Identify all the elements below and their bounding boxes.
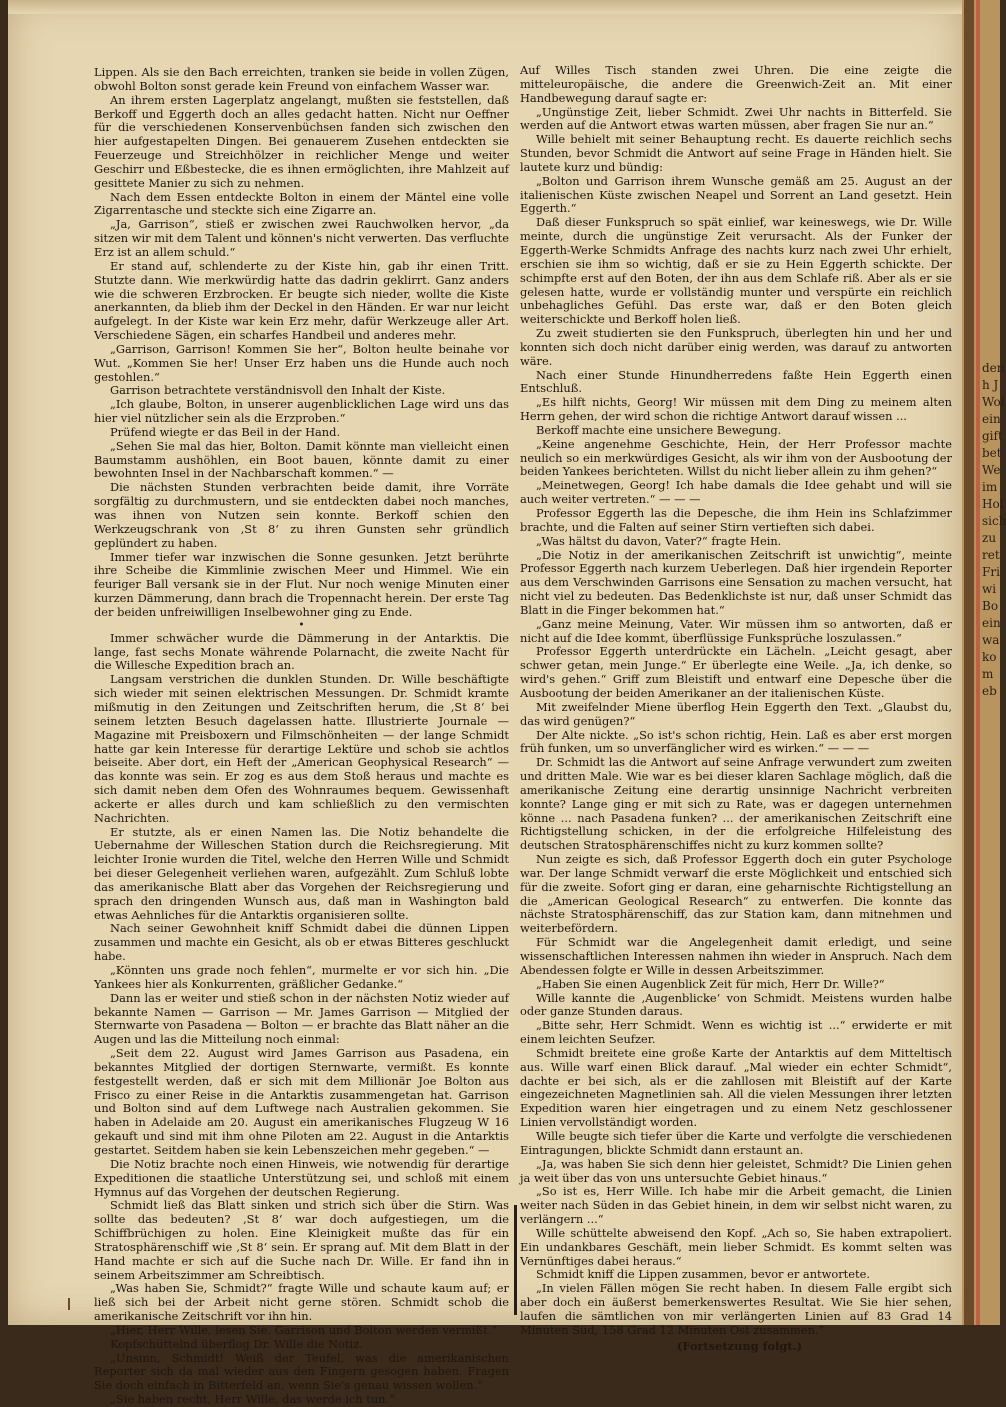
paragraph: „So ist es, Herr Wille. Ich habe mir die Arbeit gemacht, die Linien weiter nach Süden in das Gebiet hinein, in dem wir selbst nicht waren, zu verlängern ...“ — [520, 1184, 952, 1227]
binding-band — [964, 0, 974, 1325]
paragraph: „Garrison, Garrison! Kommen Sie her“, Bolton heulte beinahe vor Wut. „Kommen Sie her! Unser Erz haben uns die Hunde auch noch gestohlen.“ — [94, 341, 509, 384]
text-fragment: Hol — [982, 497, 1004, 511]
paragraph: „Meinetwegen, Georg! Ich habe damals die Idee gehabt und will sie auch weiter vertreten.“ — — — — [520, 478, 952, 507]
text-fragment: den — [982, 361, 1005, 375]
text-fragment: bet — [982, 446, 1002, 460]
text-fragment: sich — [982, 514, 1006, 528]
text-fragment: ein — [982, 412, 1001, 426]
paragraph: Schmidt kniff die Lippen zusammen, bevor er antwortete. — [536, 1267, 870, 1282]
paragraph: Er stutzte, als er einen Namen las. Die Notiz behandelte die Uebernahme der Willeschen Station durch die Reichsregierung. Mit leichter Ironie wurden die Titel, welche den Herren Wille und Schmidt bei dieser Gelegenheit verliehen waren, aufgezählt. Zum Schluß lobte das amerikanische Blatt aber das Vorgehen der Reichsregierung und sprach den dringenden Wunsch aus, daß man in Washington bald etwas Aehnliches für die Antarktis organisieren sollte. — [94, 824, 509, 922]
binding-stripe — [976, 0, 980, 1325]
text-fragment: We — [982, 463, 1001, 477]
paragraph: Der Alte nickte. „So ist's schon richtig, Hein. Laß es aber erst morgen früh funken, um so unverfänglicher wird es wirken.“ — — — — [520, 727, 952, 756]
paragraph: Zu zweit studierten sie den Funkspruch, überlegten hin und her und konnten sich doch nicht darüber einig werden, was darauf zu antworten wäre. — [520, 326, 952, 368]
paragraph: An ihrem ersten Lagerplatz angelangt, mußten sie feststellen, daß Berkoff und Eggerth doch an alles gedacht hatten. Nicht nur Oeffner für die verschiedenen Konservenbüchsen fanden sich zwischen den hier aufgestapelten Dingen. Bei genauerem Zusehen entdeckten sie Feuerzeuge und Streichhölzer in reichlicher Menge und weiter Geschirr und Eßbestecke, die es ihnen ermöglichten, ihre Mahlzeit auf gesittete Manier zu sich zu nehmen. — [94, 92, 509, 190]
paragraph: „Ja, Garrison“, stieß er zwischen zwei Rauchwolken hervor, „da sitzen wir mit dem Talent und können's nicht verwerten. Das verfluchte Erz ist an allem schuld.“ — [94, 217, 509, 259]
paragraph: „Sehen Sie mal das hier, Bolton. Damit könnte man vielleicht einen Baumstamm aushöhlen, ein Boot bauen, könnte damit zu einer bewohnten Insel in der Nachbarschaft kommen.“ — — [94, 438, 509, 481]
paragraph: Er stand auf, schlenderte zu der Kiste hin, gab ihr einen Tritt. Stutzte dann. Wie merkwürdig hatte das dadrin geklirrt. Ganz anders wie die schweren Erzbrocken. Er beugte sich nieder, wollte die Kiste anerkannten, da blieb ihm der Deckel in den Händen. Er war nur leicht aufgelegt. In der Kiste war kein Erz mehr, dafür Werkzeuge aller Art. Verschiedene Sägen, ein scharfes Handbeil und anderes mehr. — [94, 258, 509, 343]
paragraph: Nun zeigte es sich, daß Professor Eggerth doch ein guter Psychologe war. Der lange Schmidt verwarf die erste Möglichkeit und entschied sich für die zweite. Sofort ging er daran, eine geharnischte Richtigstellung an die „American Geological Research“ zu entwerfen. Die konnte das nächste Stratosphärenschiff, das zur Station kam, dann mitnehmen und weiterbefördern. — [520, 852, 952, 936]
page-top-shadow — [8, 0, 962, 14]
text-fragment: im — [982, 480, 998, 494]
paragraph: „Bitte sehr, Herr Schmidt. Wenn es wichtig ist ...“ erwiderte er mit einem leichten Seufzer. — [520, 1018, 952, 1047]
margin-mark — [68, 1298, 70, 1310]
paragraph: Lippen. Als sie den Bach erreichten, tranken sie beide in vollen Zügen, obwohl Bolton sonst gerade kein Freund von einfachem Wasser war. — [94, 65, 509, 93]
text-fragment: ko — [982, 650, 997, 664]
paragraph: Daß dieser Funkspruch so spät einlief, war keineswegs, wie Dr. Wille meinte, durch die ungünstige Zeit verursacht. Als der Funker der Eggerth-Werke Schmidts Anfrage des nachts kurz nach zwei Uhr erhielt, erschien sie ihm so wichtig, daß er sie zu Hein Eggerth schickte. Der schimpfte erst auf den Boten, der ihn aus dem Schlafe riß. Aber als er sie gelesen hatte, wurde er vollständig munter und verspürte ein reichlich unbehagliches Gefühl. Das erste war, daß er den Boten gleich weiterschickte und Berkoff holen ließ. — [520, 215, 952, 327]
continuation-note: (Fortsetzung folgt.) — [676, 1338, 802, 1353]
paragraph: Immer tiefer war inzwischen die Sonne gesunken. Jetzt berührte ihre Scheibe die Kimmlinie zwischen Meer und Himmel. Wie ein feuriger Ball versank sie in der Flut. Nur noch wenige Minuten einer kurzen Dämmerung, dann brach die Tropennacht herein. Der erste Tag der beiden unfreiwilligen Inselbewohner ging zu Ende. — [94, 549, 509, 619]
adjacent-page-edge — [962, 0, 1006, 1325]
text-fragment: Wol — [982, 395, 1005, 409]
paragraph: Wille behielt mit seiner Behauptung recht. Es dauerte reichlich sechs Stunden, bevor Schmidt die Antwort auf seine Frage in Händen hielt. Sie lautete kurz und bündig: — [520, 132, 952, 174]
paragraph: Nach dem Essen entdeckte Bolton in einem der Mäntel eine volle Zigarrentasche und steckte sich eine Zigarre an. — [94, 189, 509, 218]
text-fragment: Bo — [982, 599, 999, 613]
text-fragment: zu — [982, 531, 997, 545]
paragraph: Für Schmidt war die Angelegenheit damit erledigt, und seine wissenschaftlichen Interessen nahmen ihn wieder in Anspruch. Nach dem Abendessen folgte er Wille in dessen Arbeitszimmer. — [520, 935, 952, 977]
text-fragment: m — [982, 667, 994, 681]
paragraph: „Ich glaube, Bolton, in unserer augenblicklichen Lage wird uns das hier viel nützlicher sein als die Erzproben.“ — [94, 397, 509, 426]
text-fragment: ret — [982, 548, 1000, 562]
section-separator: • — [298, 619, 305, 631]
right-column — [520, 64, 952, 1353]
paragraph: Nach einer Stunde Hinundherredens faßte Hein Eggerth einen Entschluß. — [520, 367, 952, 396]
paragraph: „Keine angenehme Geschichte, Hein, der Herr Professor machte neulich so ein merkwürdiges Gesicht, als wir ihm von der Ausbootung der beiden Yankees berichteten. Willst du nicht lieber allein zu ihm gehen?“ — [520, 436, 952, 479]
paragraph: Nach seiner Gewohnheit kniff Schmidt dabei die dünnen Lippen zusammen und machte ein Gesicht, als ob er etwas Bitteres geschluckt habe. — [94, 921, 509, 964]
paragraph: Die nächsten Stunden verbrachten beide damit, ihre Vorräte sorgfältig zu durchmustern, und sie entdeckten dabei noch manches, was ihnen von Nutzen sein konnte. Berkoff schien den Werkzeugschrank von ‚St 8‘ zu ihren Gunsten sehr gründlich geplündert zu haben. — [94, 480, 509, 550]
paragraph: Professor Eggerth las die Depesche, die ihm Hein ins Schlafzimmer brachte, und die Falten auf seiner Stirn vertieften sich dabei. — [520, 506, 952, 534]
paragraph: Prüfend wiegte er das Beil in der Hand. — [110, 424, 341, 439]
paragraph: Professor Eggerth unterdrückte ein Lächeln. „Leicht gesagt, aber schwer getan, mein Junge.“ Er überlegte eine Weile. „Ja, ich denke, so wird's gehen.“ Griff zum Bleistift und entwarf eine Depesche über die Ausbootung der beiden Amerikaner an der italienischen Küste. — [520, 644, 952, 700]
paragraph: Schmidt breitete eine große Karte der Antarktis auf dem Mitteltisch aus. Wille warf einen Blick darauf. „Mal wieder ein echter Schmidt“, dachte er bei sich, als er die zahllosen mit Bleistift auf der Karte eingezeichneten Magnetlinien sah. All die vielen Messungen ihrer letzten Expedition waren hier eingetragen und zu einem Netz geschlossener Linien vervollständigt worden. — [520, 1045, 952, 1130]
newspaper-page — [8, 0, 962, 1407]
paragraph: Berkoff machte eine unsichere Bewegung. — [536, 422, 782, 437]
paragraph: Mit zweifelnder Miene überflog Hein Eggerth den Text. „Glaubst du, das wird genügen?“ — [520, 699, 952, 728]
paragraph: „Unsinn, Schmidt! Weiß der Teufel, was die amerikanischen Reporter sich da mal wieder aus den Fingern gesogen haben. Fragen Sie doch einfach in Bitterfeld an, wenn Sie's genau wissen wollen.“ — [94, 1350, 509, 1393]
paragraph: Wille kannte die ‚Augenblicke‘ von Schmidt. Meistens wurden halbe oder ganze Stunden daraus. — [520, 990, 952, 1019]
paragraph: Langsam verstrichen die dunklen Stunden. Dr. Wille beschäftigte sich wieder mit seinen elektrischen Messungen. Dr. Schmidt kramte mißmutig in den Zeitungen und Zeitschriften herum, die ‚St 8‘ bei seinem letzten Besuch dagelassen hatte. Illustrierte Journale — Magazine mit Preisboxern und Filmschönheiten — der lange Schmidt hatte gar kein Interesse für derartige Lektüre und schob sie achtlos beiseite. Aber dort, ein Heft der „American Geophysical Research“ — das konnte was sein. Er zog es aus dem Stoß heraus und machte es sich damit neben dem Ofen des Wohnraumes bequem. Gewissenhaft ackerte er alles durch und kam schließlich zu den vermischten Nachrichten. — [94, 672, 509, 825]
paragraph: Schmidt ließ das Blatt sinken und strich sich über die Stirn. Was sollte das bedeuten? ‚St 8‘ war doch aufgestiegen, um die Schiffbrüchigen zu holen. Eine Kleinigkeit mußte das für ein Stratosphärenschiff wie ‚St 8‘ sein. Er sprang auf. Mit dem Blatt in der Hand machte er sich auf die Suche nach Dr. Wille. Er fand ihn in seinem Arbeitszimmer am Schreibtisch. — [94, 1198, 509, 1282]
paragraph: „Die Notiz in der amerikanischen Zeitschrift ist unwichtig“, meinte Professor Eggerth nach kurzem Ueberlegen. Daß hier irgendein Reporter aus dem Verschwinden Garrisons eine Sensation zu machen versucht, hat nicht viel zu bedeuten. Das Bedenklichste ist nur, daß unser Schmidt das Blatt in die Finger bekommen hat.“ — [520, 547, 952, 617]
text-fragment: ein — [982, 616, 1001, 630]
paragraph: Wille schüttelte abweisend den Kopf. „Ach so, Sie haben extrapoliert. Ein undankbares Geschäft, mein lieber Schmidt. Es kommt selten was Vernünftiges dabei heraus.“ — [520, 1225, 952, 1268]
paragraph: Dann las er weiter und stieß schon in der nächsten Notiz wieder auf bekannte Namen — Garrison — Mr. James Garrison — Mitglied der Sternwarte von Pasadena — Bolton — er brachte das Blatt näher an die Augen und las die Mitteilung noch einmal: — [94, 990, 509, 1047]
paragraph: „Was haben Sie, Schmidt?“ fragte Wille und schaute kaum auf; er ließ sich bei der Arbeit nicht gerne stören. Schmidt schob die amerikanische Zeitschrift vor ihn hin. — [94, 1281, 509, 1324]
paragraph: „Bolton und Garrison ihrem Wunsche gemäß am 25. August an der italienischen Küste zwischen Neapel und Sorrent an Land gesetzt. Hein Eggerth.“ — [520, 173, 952, 216]
paragraph: Kopfschüttelnd überflog Dr. Wille die Notiz. — [110, 1336, 363, 1351]
paragraph: „Sie haben recht, Herr Wille, das werde ich tun.“ — [110, 1392, 395, 1407]
paragraph: Garrison betrachtete verständnisvoll den Inhalt der Kiste. — [110, 383, 446, 398]
text-fragment: eb — [982, 684, 997, 698]
text-fragment: h J — [982, 378, 999, 392]
column-rule — [514, 1205, 517, 1315]
paragraph: „In vielen Fällen mögen Sie recht haben. In diesem Falle ergibt sich aber doch ein äußerst bemerkenswertes Resultat. Wie Sie hier sehen, laufen die sämtlichen von mir verlängerten Linien auf 83 Grad 14 Minuten Süd, 158 Grad 12 Minuten Ost zusammen.“ — [520, 1281, 952, 1337]
text-fragment: wa — [982, 633, 1000, 647]
paragraph: „Ja, was haben Sie sich denn hier geleistet, Schmidt? Die Linien gehen ja weit über das von uns untersuchte Gebiet hinaus.“ — [520, 1156, 952, 1185]
paragraph: Auf Willes Tisch standen zwei Uhren. Die eine zeigte die mitteleuropäische, die andere die Greenwich-Zeit an. Mit einer Handbewegung darauf sagte er: — [520, 63, 952, 105]
text-fragment: Fri — [982, 565, 1000, 579]
paragraph: „Könnten uns grade noch fehlen“, murmelte er vor sich hin. „Die Yankees hier als Konkurrenten, gräßlicher Gedanke.“ — [94, 963, 509, 991]
paragraph: „Haben Sie einen Augenblick Zeit für mich, Herr Dr. Wille?“ — [536, 976, 885, 991]
paragraph: Die Notiz brachte noch einen Hinweis, wie notwendig für derartige Expeditionen die staatliche Unterstützung sei, und schloß mit einem Hymnus auf das Vorgehen der deutschen Regierung. — [94, 1156, 509, 1199]
paragraph: Wille beugte sich tiefer über die Karte und verfolgte die verschiedenen Eintragungen, blickte Schmidt dann erstaunt an. — [520, 1128, 952, 1157]
text-fragment: gift — [982, 429, 1003, 443]
paragraph: Dr. Schmidt las die Antwort auf seine Anfrage verwundert zum zweiten und dritten Male. Wie war es bei dieser klaren Sachlage möglich, daß die amerikanische Zeitung eine derartig unsinnige Nachricht verbreiten konnte? Lange ging er mit sich zu Rate, was er dagegen unternehmen könne ... nach Pasadena funken? ... der amerikanischen Zeitschrift eine Richtigstellung schicken, in der die erfolgreiche Hilfeleistung des deutschen Stratosphärenschiffes nicht zu kurz kommen sollte? — [520, 755, 952, 853]
paragraph: „Ungünstige Zeit, lieber Schmidt. Zwei Uhr nachts in Bitterfeld. Sie werden auf die Antwort etwas warten müssen, aber fragen Sie nur an.“ — [520, 104, 952, 133]
paragraph: „Ganz meine Meinung, Vater. Wir müssen ihm so antworten, daß er nicht auf die Idee kommt, überflüssige Funksprüche loszulassen.“ — [520, 616, 952, 645]
left-column — [94, 66, 509, 1407]
paragraph: „Es hilft nichts, Georg! Wir müssen mit dem Ding zu meinem alten Herrn gehen, der wird schon die richtige Antwort darauf wissen ... — [520, 395, 952, 424]
paragraph: „Was hältst du davon, Vater?“ fragte Hein. — [536, 533, 782, 548]
text-fragment: wi — [982, 582, 997, 596]
paragraph: Immer schwächer wurde die Dämmerung in der Antarktis. Die lange, fast sechs Monate währende Polarnacht, die zweite Nacht für die Willesche Expedition brach an. — [94, 630, 509, 673]
paragraph: „Seit dem 22. August wird James Garrison aus Pasadena, ein bekanntes Mitglied der dortigen Sternwarte, vermißt. Es konnte festgestellt werden, daß er sich mit dem Millionär Joe Bolton aus Frisco zu einer Reise in die Antarktis zusammengetan hat. Garrison und Bolton sind auf dem Luftwege nach Australien gekommen. Sie haben in Adelaide am 20. August ein amerikanisches Flugzeug W 16 gekauft und sind mit ihm ohne Piloten am 22. August in die Antarktis gestartet. Seitdem haben sie kein Lebenszeichen mehr gegeben.“ — — [94, 1046, 509, 1157]
paragraph: „Hier, Herr Wille, lesen Sie. Garrison und Bolton werden vermißt.“ — [110, 1322, 498, 1337]
adjacent-page-text — [982, 360, 1006, 700]
